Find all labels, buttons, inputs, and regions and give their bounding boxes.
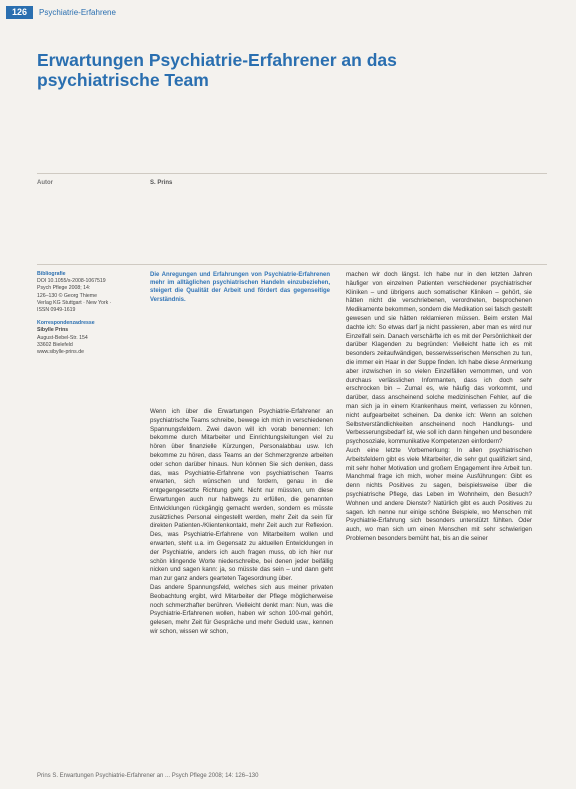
body-column-2 xyxy=(346,271,532,770)
bibliografie-heading: Bibliografie xyxy=(37,271,66,277)
contact-line: August-Bebel-Str. 154 xyxy=(37,334,88,341)
bibliografie-line: DOI 10.1055/s-2008-1067519 xyxy=(37,278,106,285)
bibliografie-line: ISSN 0949-1619 xyxy=(37,307,76,314)
section-label: Psychiatrie-Erfahrene xyxy=(39,8,116,17)
paragraph: Das andere Spannungsfeld, welches sich aus meiner privaten Beobachtung ergibt, wird Mitarbeiter der Pflege möglicherweise noch schmerzhafter berühren. Vielleicht denkt man: Nun, was die Psychiatrie-Erfahrenen wollen, haben wir schon 100-mal gehört, gelesen, mehr Zeit für Gespräche und mehr Geduld usw., kennen wir schon, wissen wir schon, xyxy=(150,583,333,635)
bibliografie-line: 126–130 © Georg Thieme xyxy=(37,292,97,299)
bibliografie-line: Verlag KG Stuttgart · New York · xyxy=(37,299,112,306)
paragraph: Auch eine letzte Vorbemerkung: In allen psychiatrischen Arbeitsfeldern gibt es viele Mitarbeiter, die sehr gut qualifiziert sind, mit sehr hoher Motivation und großem Engagement ihre Arbeit tun. Manchmal frage ich mich, woher meine Ausführungen: Gibt es denn nichts Positives zu sagen, beispielsweise über die psychiatrische Pflege, das Leben im Wohnheim, den Besuch? Wohnen und andere Dienste? Natürlich gibt es auch Positives zu sagen. Ich nenne nur einige schöne Beispiele, wo Menschen mit Psychiatrie-Erfahrung sich besonders unterstützt fühlten. Oder auch, wo man sich um einen Menschen mit sehr schwierigen Problemen besonders bemüht hat, bis an die seiner xyxy=(346,446,532,542)
author-name: S. Prins xyxy=(150,180,173,186)
author-label: Autor xyxy=(37,180,53,186)
running-header xyxy=(6,6,116,19)
contact-heading: Korrespondenzadresse xyxy=(37,320,95,327)
bibliografie-line: Psych Pflege 2008; 14: xyxy=(37,285,91,292)
abstract: Die Anregungen und Erfahrungen von Psychiatrie-Erfahrenen mehr im alltäglichen psychiatrischen Handeln einzubeziehen, steigert die Qualität der Arbeit und fördert das gegenseitige Verständnis. xyxy=(150,272,330,303)
contact-link[interactable]: www.sibylle-prins.de xyxy=(37,349,84,356)
article-title: Erwartungen Psychiatrie-Erfahrener an das psychiatrische Team xyxy=(37,50,397,90)
contact-line: 33602 Bielefeld xyxy=(37,341,73,348)
contact-name: Sibylle Prins xyxy=(37,327,69,334)
page-number: 126 xyxy=(6,6,33,19)
body-column-1 xyxy=(150,408,333,770)
paragraph: machen wir doch längst. Ich habe nur in den letzten Jahren häufiger von einzelnen Patienten verschiedener psychiatrischer Kliniken – und übrigens auch somatischer Kliniken – gehört, sie hätten nicht die verschriebenen, verordneten, besprochenen Medikamente bekommen, sondern die Medikation sei falsch gestellt gewesen und sie hätten reklamieren müssen. Beim ersten Mal dachte ich: So etwas darf ja nicht passieren, aber man es wird nur Einzelfall sein. Danach verschärfte ich es mit der Persönlichkeit der darüber Klagenden zu begründen: Vielleicht hatte ich es mit besonders zeitaufwändigen, besserwisserischen Menschen zu tun, die immer ein Haar in der Suppe finden. Ich habe diese Anmerkung aber inzwischen in so vielen Einzelfällen vernommen, und von durchaus verlässlichen Informanten, dass ich doch sehr erschrocken bin – Zumal es, wie häufig das vorkommt, und darüber, dass anscheinend solche medizinischen Fehler, auf die man sich ja in einem Krankenhaus meint, verlassen zu können, nicht aufgearbeitet scheinen. Da denke ich: Wenn an solchen Selbstverständlichkeiten anscheinend noch Handlungs- und Verbesserungsbedarf ist, wie soll ich dann hingehen und besondere psychosoziale, kommunikative Kompetenzen einfordern? xyxy=(346,271,532,446)
sidebar xyxy=(37,271,132,356)
divider-top xyxy=(37,173,547,174)
page-footer: Prins S. Erwartungen Psychiatrie-Erfahrener an ... Psych Pflege 2008; 14: 126–130 xyxy=(37,773,259,779)
divider-mid xyxy=(37,264,547,265)
paragraph: Wenn ich über die Erwartungen Psychiatrie-Erfahrener an psychiatrische Teams schreibe, bewege ich mich in verschiedenen Spannungsfeldern. Zwei davon will ich vorab benennen: Ich bekomme durch Mitarbeiter und Einrichtungsleitungen viel zu hören über finanzielle Kürzungen, Personalabbau usw. Ich bekomme zu hören, dass Teams an der Schmerzgrenze arbeiten oder schon darüber hinaus. Nun können Sie sich denken, dass das, was Psychiatrie-Erfahrene von psychiatrischen Teams erwarten, sich wünschen und fordern, genau in die entgegengesetzte Richtung geht. Nicht nur müssten, um diese Erwartungen auch nur halbwegs zu erfüllen, die genannten Entwicklungen rückgängig gemacht werden, sondern es müsste zusätzliches Personal eingestellt werden, mehr Zeit da sein für direkten Patienten-/Klientenkontakt, mehr Zeit auch zur Reflexion. Des, was Psychiatrie-Erfahrene von Mitarbeitern wollen und erwarten, steht u.a. im Gegensatz zu aktuellen Entwicklungen in der Psychiatrie, anders ich auch fragen muss, ob ich hier nur schön klingende Worte niederschreibe, bei denen jeder beifällig nicken und sagen kann: ja, so müsste das sein – und dann geht man zur ganz anders gearteten Tagesordnung über. xyxy=(150,408,333,583)
